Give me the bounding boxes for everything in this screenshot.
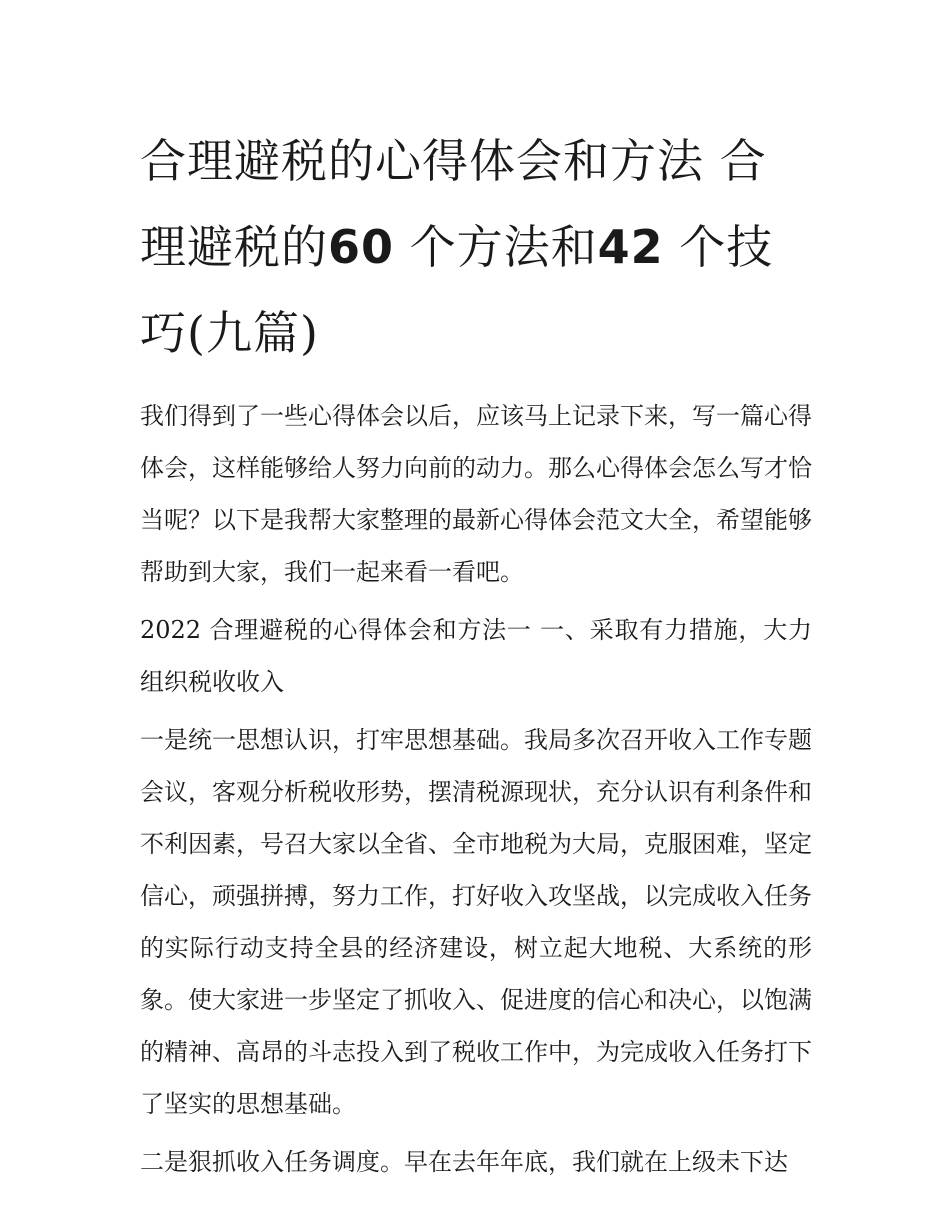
body-paragraph-1: 一是统一思想认识，打牢思想基础。我局多次召开收入工作专题会议，客观分析税收形势，摆清税源现状，充分认识有利条件和不利因素，号召大家以全省、全市地税为大局，克服困难，坚定信心，顽强拼搏，努力工作，打好收入攻坚战，以完成收入任务的实际行动支持全县的经济建设，树立起大地税、大系统的形象。使大家进一步坚定了抓收入、促进度的信心和决心，以饱满的精神、高昂的斗志投入到了税收工作中，为完成收入任务打下了坚实的思想基础。 (140, 726, 812, 1118)
title-number-60: 60 (328, 220, 395, 274)
title-number-42: 42 (597, 220, 664, 274)
body-paragraph-2: 二是狠抓收入任务调度。早在去年年底，我们就在上级未下达 (140, 1148, 788, 1176)
section-heading-paragraph: 2022 合理避税的心得体会和方法一 一、采取有力措施，大力组织税收收入 (140, 616, 812, 696)
intro-paragraph: 我们得到了一些心得体会以后，应该马上记录下来，写一篇心得体会，这样能够给人努力向前的动力。那么心得体会怎么写才恰当呢？以下是我帮大家整理的最新心得体会范文大全，希望能够帮助到大家，我们一起来看一看吧。 (140, 402, 812, 586)
document-title (140, 118, 812, 376)
title-text-3: 个技巧(九篇) (140, 220, 774, 360)
title-text-1: 合理避税的心得体会和方法 合理避税的 (140, 134, 767, 274)
document-page (140, 118, 812, 1194)
title-text-2: 个方法和 (394, 220, 598, 274)
